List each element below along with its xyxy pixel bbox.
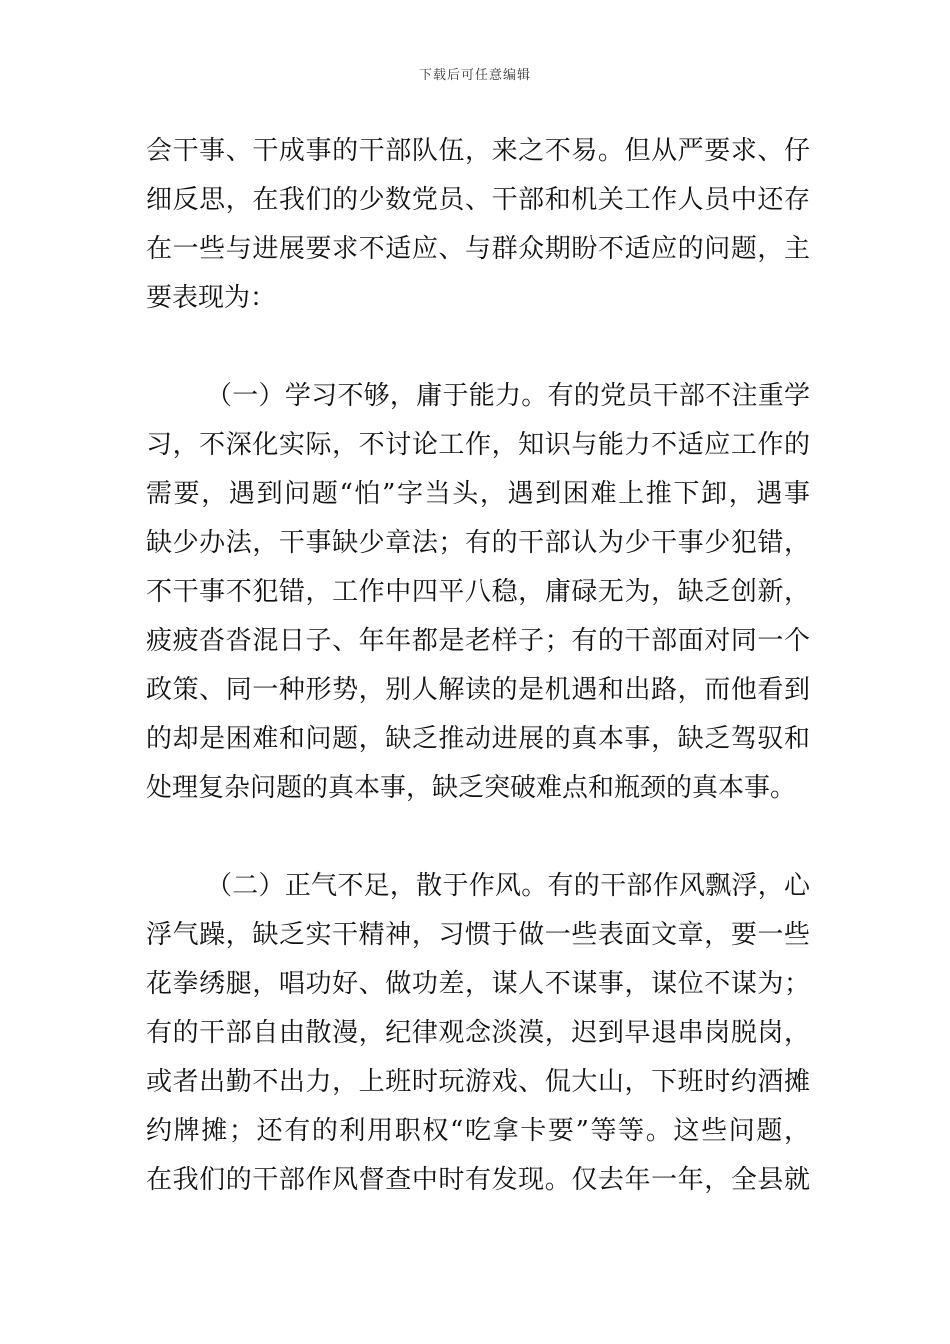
- paragraph-line: 浮气躁，缺乏实干精神，习惯于做一些表面文章，要一些: [146, 920, 810, 950]
- paragraph-line: 在我们的干部作风督查中时有发现。仅去年一年，全县就: [146, 1165, 810, 1195]
- paragraph-line: 政策、同一种形势，别人解读的是机遇和出路，而他看到: [146, 675, 810, 705]
- page-header: 下载后可任意编辑: [418, 68, 531, 83]
- paragraph-line: 的却是困难和问题，缺乏推动进展的真本事，缺乏驾驭和: [146, 724, 810, 754]
- paragraph-line: 要表现为：: [146, 283, 277, 313]
- paragraph-line: 约牌摊；还有的利用职权“吃拿卡要”等等。这些问题，: [146, 1116, 810, 1146]
- paragraph-line: 处理复杂问题的真本事，缺乏突破难点和瓶颈的真本事。: [146, 773, 797, 803]
- paragraph-line: 需要，遇到问题“怕”字当头，遇到困难上推下卸，遇事: [146, 479, 810, 509]
- paragraph-line: （二）正气不足，散于作风。有的干部作风飘浮，心: [206, 871, 810, 901]
- paragraph-line: 缺少办法，干事缺少章法；有的干部认为少干事少犯错，: [146, 528, 810, 558]
- paragraph-line: （一）学习不够，庸于能力。有的党员干部不注重学: [206, 381, 810, 411]
- paragraph-line: 习，不深化实际，不讨论工作，知识与能力不适应工作的: [146, 430, 810, 460]
- paragraph-line: 花拳绣腿，唱功好、做功差，谋人不谋事，谋位不谋为；: [146, 969, 810, 999]
- paragraph-line: 会干事、干成事的干部队伍，来之不易。但从严要求、仔: [146, 136, 810, 166]
- paragraph-line: 在一些与进展要求不适应、与群众期盼不适应的问题，主: [146, 234, 810, 264]
- paragraph-line: 细反思，在我们的少数党员、干部和机关工作人员中还存: [146, 185, 810, 215]
- paragraph-line: 有的干部自由散漫，纪律观念淡漠，迟到早退串岗脱岗，: [146, 1018, 810, 1048]
- paragraph-line: 疲疲沓沓混日子、年年都是老样子；有的干部面对同一个: [146, 626, 810, 656]
- paragraph-line: 或者出勤不出力，上班时玩游戏、侃大山，下班时约酒摊: [146, 1067, 810, 1097]
- paragraph-line: 不干事不犯错，工作中四平八稳，庸碌无为，缺乏创新，: [146, 577, 810, 607]
